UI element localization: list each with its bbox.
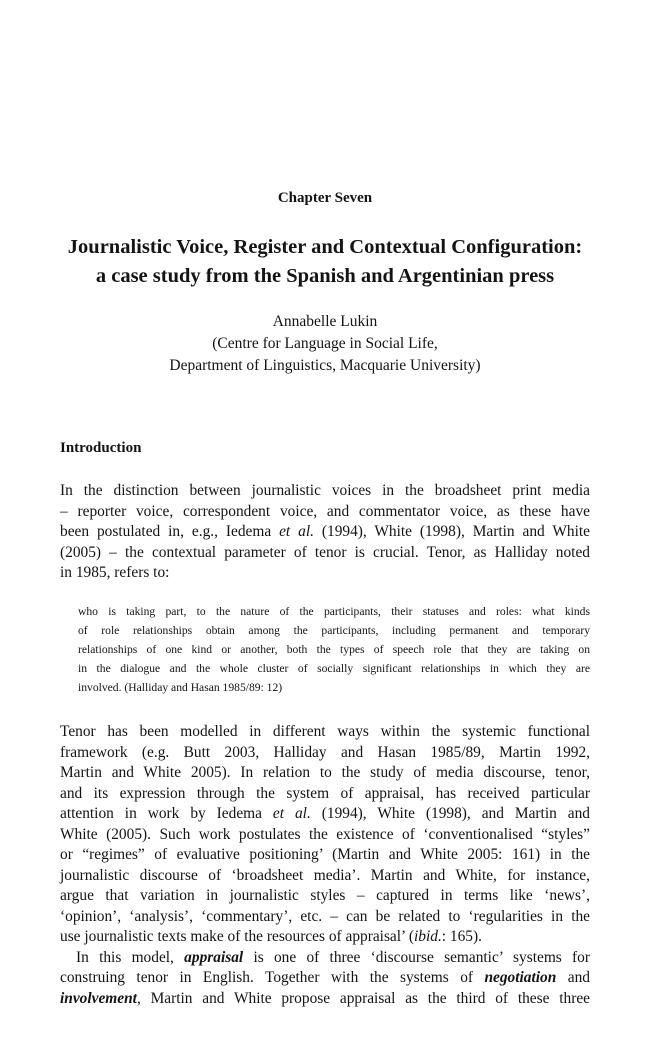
- paragraph-appraisal: [60, 948, 590, 1010]
- paragraph-intro: [60, 481, 590, 584]
- paragraph-line: Martin and White 2005). In relation to the study of media discourse, tenor,: [60, 764, 590, 781]
- quote-line: who is taking part, to the nature of the participants, their statuses and roles: what kinds: [78, 605, 590, 618]
- paragraph-line: journalistic discourse of ‘broadsheet media’. Martin and White, for instance,: [60, 866, 590, 884]
- paragraph-line: In the distinction between journalistic voices in the broadsheet print media: [60, 482, 590, 499]
- paragraph-line: – reporter voice, correspondent voice, and commentator voice, as these have: [60, 502, 590, 520]
- text-run: construing tenor in English. Together with the systems of: [60, 969, 485, 986]
- paragraph-line: [60, 804, 590, 825]
- paragraph-line: and its expression through the system of appraisal, has received particular: [60, 784, 590, 802]
- text-run: and: [556, 969, 590, 986]
- paragraph-line: argue that variation in journalistic styles – captured in terms like ‘news’,: [60, 887, 590, 904]
- text-run: : 165).: [441, 928, 482, 945]
- author-affiliation-line-2: Department of Linguistics, Macquarie University): [169, 357, 481, 374]
- quote-line: of role relationships obtain among the participants, including permanent and temporary: [78, 624, 590, 637]
- text-run: attention in work by Iedema: [60, 805, 273, 822]
- text-run: use journalistic texts make of the resources of appraisal’ (: [60, 928, 414, 945]
- text-run: (1994), White (1998), Martin and White: [313, 523, 590, 540]
- paragraph-line: [60, 927, 590, 948]
- text-run: is one of three ‘discourse semantic’ systems for: [243, 948, 590, 966]
- text-run: In this model,: [76, 948, 185, 966]
- block-quote: [78, 602, 590, 697]
- italic-text: et al.: [272, 805, 311, 822]
- bold-italic-term: negotiation: [484, 969, 557, 986]
- paragraph-line: [60, 522, 590, 543]
- paragraph-line: ‘opinion’, ‘analysis’, ‘commentary’, etc. – can be related to ‘regularities in the: [60, 907, 590, 925]
- paragraph-line: [60, 968, 590, 989]
- text-run: (1994), White (1998), and Martin and: [310, 805, 590, 822]
- text-run: , Martin and White propose appraisal as the third of these three: [136, 989, 590, 1007]
- paragraph-line: White (2005). Such work postulates the existence of ‘conventionalised “styles”: [60, 825, 590, 843]
- italic-text: et al.: [279, 523, 314, 540]
- paragraph-line: in 1985, refers to:: [60, 564, 170, 581]
- author-name: Annabelle Lukin: [272, 313, 378, 330]
- chapter-title-line-1: Journalistic Voice, Register and Contextual Configuration:: [67, 236, 583, 258]
- bold-italic-term: involvement: [60, 989, 137, 1007]
- paragraph-line: Tenor has been modelled in different ways within the systemic functional: [60, 723, 590, 740]
- paragraph-line: (2005) – the contextual parameter of tenor is crucial. Tenor, as Halliday noted: [60, 543, 590, 561]
- paragraph-line: framework (e.g. Butt 2003, Halliday and Hasan 1985/89, Martin 1992,: [60, 743, 590, 761]
- quote-line: involved. (Halliday and Hasan 1985/89: 12): [78, 681, 283, 694]
- chapter-title: [20, 233, 630, 291]
- section-heading: Introduction: [60, 440, 142, 456]
- paragraph-line: [60, 989, 590, 1010]
- chapter-label: Chapter Seven: [277, 190, 373, 206]
- paragraph-tenor: [60, 722, 590, 948]
- bold-italic-term: appraisal: [184, 948, 244, 966]
- author-block: [0, 311, 650, 377]
- italic-text: ibid.: [414, 928, 442, 945]
- quote-line: in the dialogue and the whole cluster of socially significant relationships in which they are: [78, 662, 590, 675]
- paragraph-line: or “regimes” of evaluative positioning’ (Martin and White 2005: 161) in the: [60, 846, 590, 863]
- paragraph-line: [60, 948, 590, 969]
- quote-line: relationships of one kind or another, both the types of speech role that they are taking on: [78, 643, 590, 656]
- text-run: been postulated in, e.g., Iedema: [60, 523, 280, 540]
- author-affiliation-line-1: (Centre for Language in Social Life,: [212, 335, 438, 352]
- chapter-title-line-2: a case study from the Spanish and Argentinian press: [95, 265, 555, 287]
